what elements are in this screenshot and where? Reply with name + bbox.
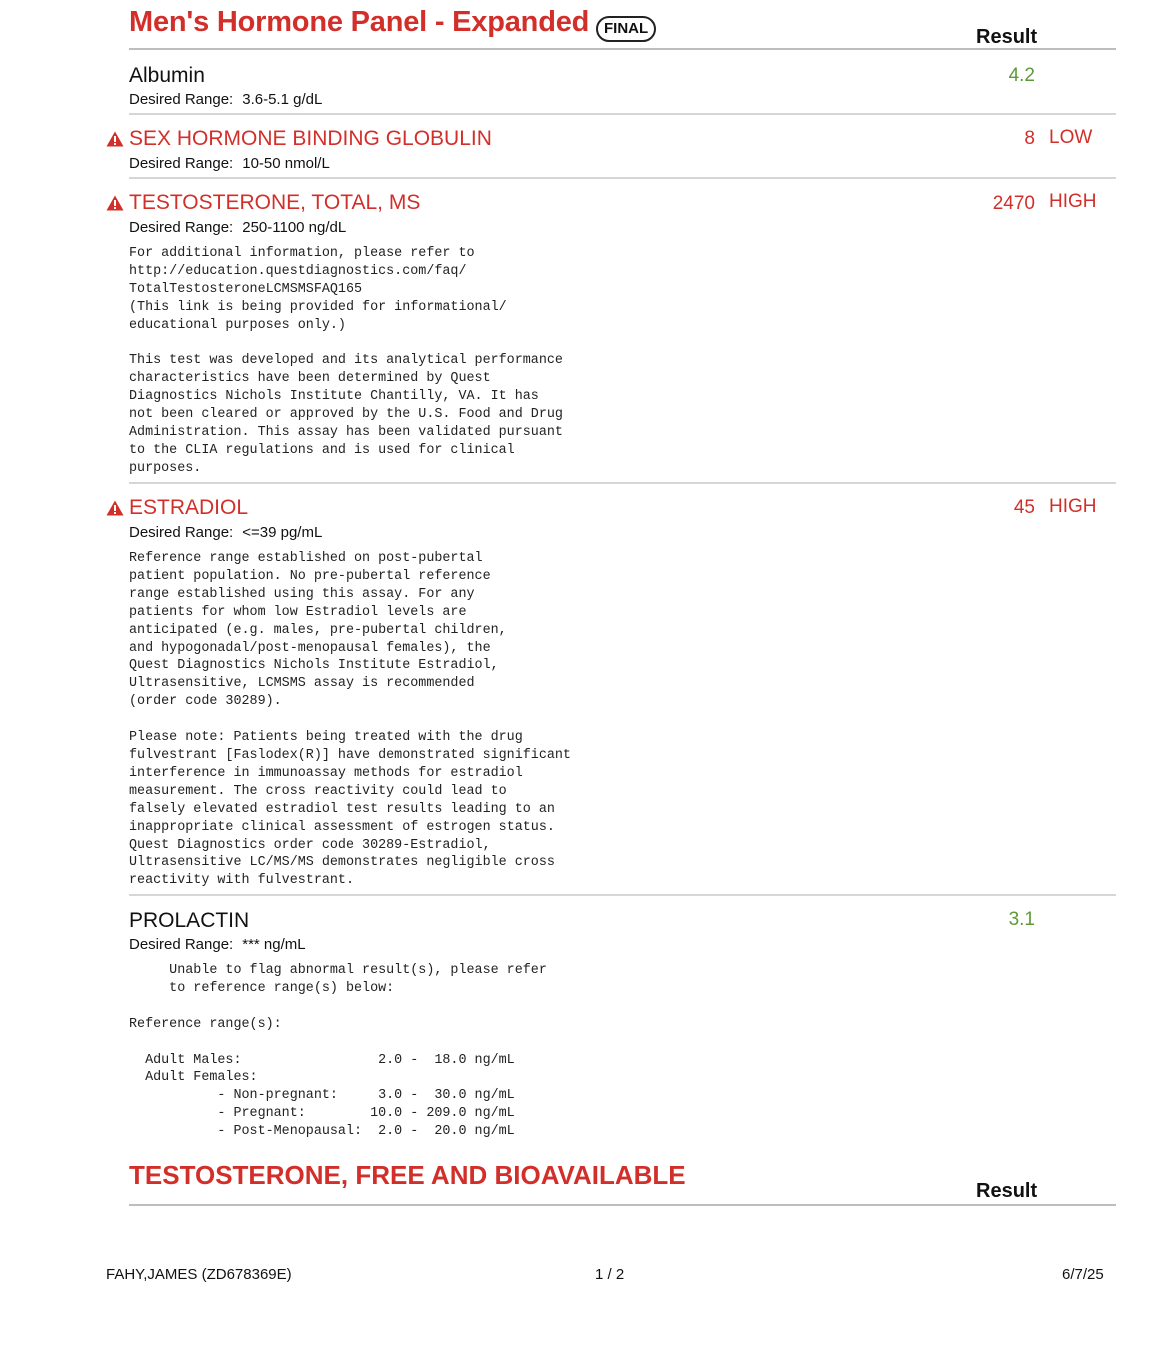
header-divider xyxy=(129,48,1116,50)
row-divider xyxy=(129,894,1116,896)
test-name-prolactin: PROLACTIN xyxy=(129,909,250,932)
desired-range-label: Desired Range: xyxy=(129,524,234,541)
desired-range-value: <=39 pg/mL xyxy=(242,524,323,541)
warning-icon xyxy=(106,131,124,147)
note-estradiol: Reference range established on post-pubertal patient population. No pre-pubertal reference range established using this assay. For any patients for whom low Estradiol levels are anticipated (e.g. males, pre-pubertal children, and hypogonadal/post-menopausal females), the Quest Diagnostics Nichols Institute Estradiol, Ultrasensitive, LCMSMS assay is recommended (order code 30289). Please note: Patients being treated with the drug fulvestrant [Faslodex(R)] have demonstrated significant interference in immunoassay methods for estradiol measurement. The cross reactivity could lead to falsely elevated estradiol test results leading to an inappropriate clinical assessment of estrogen status. Quest Diagnostics order code 30289-Estradiol, Ultrasensitive LC/MS/MS demonstrates negligible cross reactivity with fulvestrant. xyxy=(129,551,571,889)
desired-range-value: 10-50 nmol/L xyxy=(242,155,330,172)
test-name-estradiol: ESTRADIOL xyxy=(129,496,249,519)
row-divider xyxy=(129,177,1116,179)
section-divider xyxy=(129,1204,1116,1206)
desired-range-prolactin xyxy=(129,936,306,953)
desired-range-label: Desired Range: xyxy=(129,91,234,108)
warning-icon xyxy=(106,195,124,211)
footer-page-number: 1 / 2 xyxy=(595,1266,625,1283)
desired-range-shbg xyxy=(129,155,330,172)
desired-range-albumin xyxy=(129,91,322,108)
desired-range-label: Desired Range: xyxy=(129,155,234,172)
panel-title: Men's Hormone Panel - Expanded xyxy=(129,6,590,38)
desired-range-estradiol xyxy=(129,524,322,541)
row-divider xyxy=(129,113,1116,115)
final-status-badge: FINAL xyxy=(596,16,656,42)
note-prolactin: Unable to flag abnormal result(s), please refer to reference range(s) below: Reference range(s): Adult Males: 2.0 - 18.0 ng/mL Adult Females: - Non-pregnant: 3.0 - 30.0 ng/mL - Pregnant: 10.0 - 209.0 ng/mL - Post-Menopausal: 2.0 - 20.0 ng/mL xyxy=(129,963,547,1140)
result-flag-estradiol: HIGH xyxy=(1049,496,1097,517)
note-testosterone-total: For additional information, please refer to http://education.questdiagnostics.com/faq/ TotalTestosteroneLCMSMSFAQ165 (This link is being provided for informational/ educational purposes only.) This test was developed and its analytical performance characteristics have been determined by Quest Diagnostics Nichols Institute Chantilly, VA. It has not been cleared or approved by the U.S. Food and Drug Administration. This assay has been validated pursuant to the CLIA regulations and is used for clinical purposes. xyxy=(129,246,563,476)
result-value-prolactin: 3.1 xyxy=(1008,909,1035,930)
result-value-shbg: 8 xyxy=(1024,128,1035,149)
desired-range-label: Desired Range: xyxy=(129,219,234,236)
footer-patient: FAHY,JAMES (ZD678369E) xyxy=(106,1266,292,1283)
row-divider xyxy=(129,482,1116,484)
footer-date: 6/7/25 xyxy=(1062,1266,1104,1283)
result-value-testosterone-total: 2470 xyxy=(992,193,1035,214)
section-title-free-testosterone: TESTOSTERONE, FREE AND BIOAVAILABLE xyxy=(129,1160,686,1190)
desired-range-value: 250-1100 ng/dL xyxy=(242,219,347,236)
desired-range-label: Desired Range: xyxy=(129,936,234,953)
result-flag-testosterone-total: HIGH xyxy=(1049,191,1097,212)
result-value-albumin: 4.2 xyxy=(1008,65,1035,86)
desired-range-value: *** ng/mL xyxy=(242,936,306,953)
desired-range-testosterone-total xyxy=(129,219,346,236)
desired-range-value: 3.6-5.1 g/dL xyxy=(242,91,323,108)
warning-icon xyxy=(106,500,124,516)
result-column-header: Result xyxy=(976,1180,1038,1202)
test-name-albumin: Albumin xyxy=(129,64,205,87)
test-name-shbg: SEX HORMONE BINDING GLOBULIN xyxy=(129,127,492,150)
result-value-estradiol: 45 xyxy=(1013,497,1035,518)
result-column-header: Result xyxy=(976,26,1038,48)
result-flag-shbg: LOW xyxy=(1049,127,1093,148)
test-name-testosterone-total: TESTOSTERONE, TOTAL, MS xyxy=(129,191,421,214)
